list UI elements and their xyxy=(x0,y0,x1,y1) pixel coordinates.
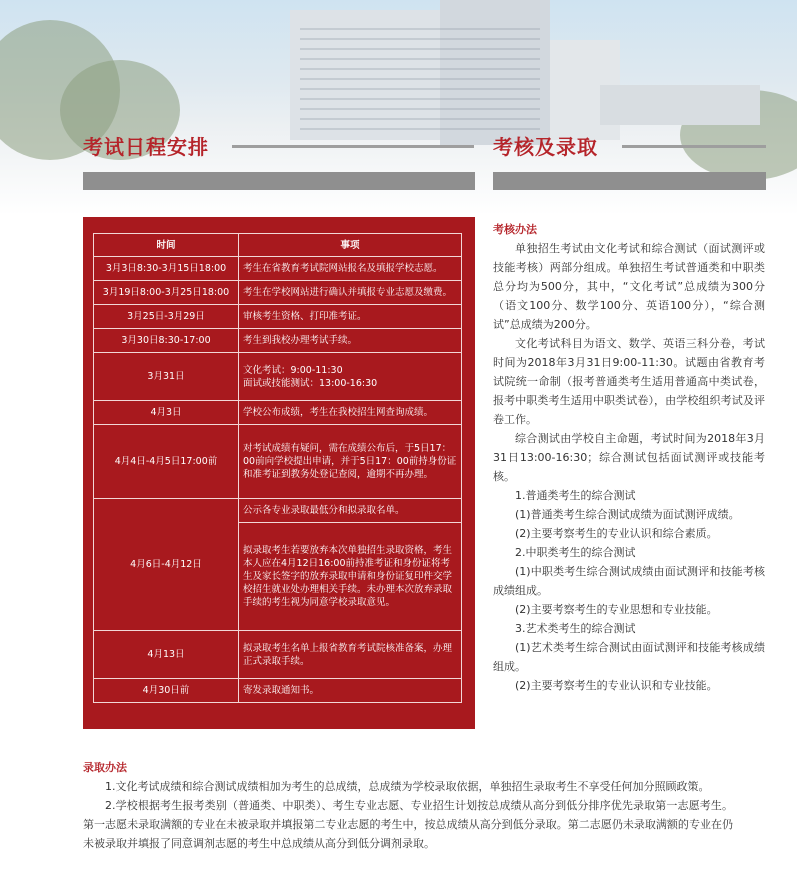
row-item: 拟录取考生名单上报省教育考试院核准备案，办理正式录取手续。 xyxy=(239,631,462,679)
admission-heading: 录取办法 xyxy=(83,761,127,774)
schedule-title-bar xyxy=(83,172,475,190)
row-item: 考生在学校网站进行确认并填报专业志愿及缴费。 xyxy=(239,281,462,305)
schedule-section-title: 考试日程安排 xyxy=(83,135,209,159)
row-item: 拟录取考生若要放弃本次单独招生录取资格，考生本人应在4月12日16:00前持准考证和身份证将考生及家长签字的放弃录取申请和身份证复印件交学校招生就业处办理相关手续。未办理本次放弃录取手续的考生视为同意学校录取意见。 xyxy=(239,523,462,631)
assessment-heading: 考核办法 xyxy=(493,223,537,236)
assessment-item: (1)普通类考生综合测试成绩为面试测评成绩。 xyxy=(515,508,740,521)
table-row xyxy=(94,631,462,679)
column-header-matter: 事项 xyxy=(239,234,462,257)
row-item: 对考试成绩有疑问，需在成绩公布后，于5日17：00前向学校提出申请，并于5日17：00前持身份证和准考证到教务处登记查阅，逾期不再办理。 xyxy=(239,425,462,499)
row-item: 考生在省教育考试院网站报名及填报学校志愿。 xyxy=(239,257,462,281)
row-time: 4月30日前 xyxy=(94,679,239,703)
row-time: 4月6日-4月12日 xyxy=(94,499,239,631)
admission-content xyxy=(83,758,733,853)
row-item: 公示各专业录取最低分和拟录取名单。 xyxy=(239,499,462,523)
row-item: 寄发录取通知书。 xyxy=(239,679,462,703)
row-time: 3月30日8:30-17:00 xyxy=(94,329,239,353)
table-row xyxy=(94,353,462,401)
assessment-item: (1)艺术类考生综合测试由面试测评和技能考核成绩组成。 xyxy=(493,641,765,673)
schedule-table xyxy=(93,233,462,703)
assessment-content xyxy=(493,220,765,695)
row-time: 3月19日8:00-3月25日18:00 xyxy=(94,281,239,305)
row-time: 3月31日 xyxy=(94,353,239,401)
row-time: 4月4日-4月5日17:00前 xyxy=(94,425,239,499)
table-row xyxy=(94,499,462,523)
assessment-item: 3.艺术类考生的综合测试 xyxy=(515,622,636,635)
table-row xyxy=(94,425,462,499)
assessment-title-bar xyxy=(493,172,766,190)
assessment-paragraph: 文化考试科目为语文、数学、英语三科分卷，考试时间为2018年3月31日9:00-11:30。试题由省教育考试院统一命制（报考普通类考生适用普通高中类试卷，报考中职类考生适用中职类试卷），由学校组织考试及评卷工作。 xyxy=(493,337,765,426)
row-item: 审核考生资格、打印准考证。 xyxy=(239,305,462,329)
assessment-item: (1)中职类考生综合测试成绩由面试测评和技能考核成绩组成。 xyxy=(493,565,765,597)
table-row xyxy=(94,679,462,703)
assessment-item: (2)主要考察考生的专业认识和专业技能。 xyxy=(515,679,718,692)
row-time: 4月3日 xyxy=(94,401,239,425)
table-header-row xyxy=(94,234,462,257)
table-row xyxy=(94,401,462,425)
column-header-time: 时间 xyxy=(94,234,239,257)
assessment-item: 1.普通类考生的综合测试 xyxy=(515,489,636,502)
assessment-paragraph: 综合测试由学校自主命题，考试时间为2018年3月31日13:00-16:30；综合测试包括面试测评或技能考核。 xyxy=(493,432,765,483)
row-time: 3月25日-3月29日 xyxy=(94,305,239,329)
table-row xyxy=(94,281,462,305)
assessment-paragraph: 单独招生考试由文化考试和综合测试（面试测评或技能考核）两部分组成。单独招生考试普通类和中职类总分均为500分，其中，“文化考试”总成绩为300分（语文100分、数学100分、英语100分），“综合测试”总成绩为200分。 xyxy=(493,242,765,331)
row-time: 3月3日8:30-3月15日18:00 xyxy=(94,257,239,281)
assessment-item: (2)主要考察考生的专业认识和综合素质。 xyxy=(515,527,718,540)
table-row xyxy=(94,329,462,353)
admission-paragraph: 2.学校根据考生报考类别（普通类、中职类）、考生专业志愿、专业招生计划按总成绩从高分到低分排序优先录取第一志愿考生。第一志愿未录取满额的专业在未被录取并填报第二专业志愿的考生中，按总成绩从高分到低分录取。第二志愿仍未录取满额的专业在仍未被录取并填报了同意调剂志愿的考生中总成绩从高分到低分调剂录取。 xyxy=(83,799,733,850)
table-row xyxy=(94,257,462,281)
admission-paragraph: 1.文化考试成绩和综合测试成绩相加为考生的总成绩，总成绩为学校录取依据，单独招生录取考生不享受任何加分照顾政策。 xyxy=(105,780,710,793)
row-item: 文化考试：9:00-11:30 面试或技能测试：13:00-16:30 xyxy=(239,353,462,401)
assessment-section-title: 考核及录取 xyxy=(493,135,598,159)
table-row xyxy=(94,305,462,329)
row-item: 学校公布成绩，考生在我校招生网查询成绩。 xyxy=(239,401,462,425)
row-time: 4月13日 xyxy=(94,631,239,679)
row-item: 考生到我校办理考试手续。 xyxy=(239,329,462,353)
assessment-item: (2)主要考察考生的专业思想和专业技能。 xyxy=(515,603,718,616)
assessment-item: 2.中职类考生的综合测试 xyxy=(515,546,636,559)
title-divider xyxy=(232,145,474,148)
schedule-panel xyxy=(83,217,475,729)
title-divider xyxy=(622,145,766,148)
